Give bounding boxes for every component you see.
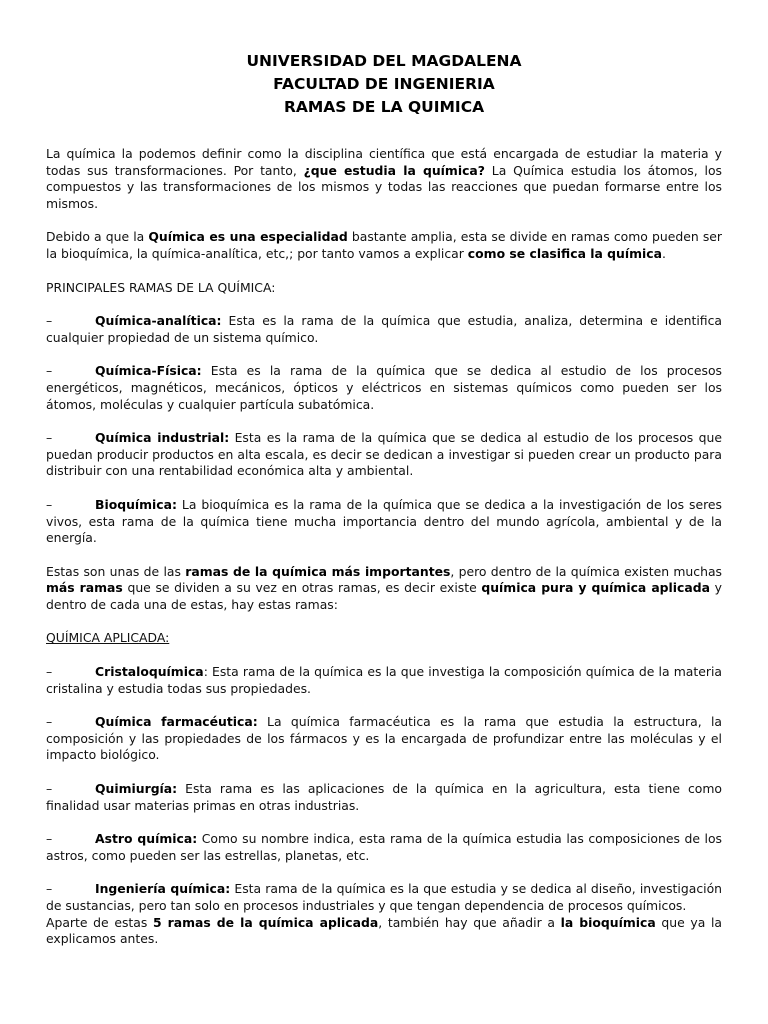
branch-description: Esta es la rama de la química que se dedica al estudio de los procesos energéticos, magnéticos, mecánicos, ópticos y eléctricos en sistemas químicos como pueden ser los átomos, moléculas y cualquier partícula subatómica. bbox=[46, 363, 722, 412]
branch-description: La bioquímica es la rama de la química que se dedica a la investigación de los seres vivos, esta rama de la química tiene mucha importancia dentro del mundo agrícola, ambiental y de la energía. bbox=[46, 496, 722, 546]
text: Estas son unas de las bbox=[46, 563, 186, 579]
document-body bbox=[46, 146, 722, 948]
bold-text: 5 ramas de la química aplicada bbox=[152, 914, 379, 930]
intro-paragraph-1 bbox=[46, 146, 722, 212]
text: Aparte de estas bbox=[46, 914, 153, 930]
branch-description: : Esta rama de la química es la que investiga la composición química de la materia cristalina y estudia todas sus propiedades. bbox=[46, 664, 722, 696]
branch-item-cristaloquimica bbox=[46, 664, 722, 697]
branch-term: Bioquímica: bbox=[95, 496, 177, 512]
transition-paragraph bbox=[46, 564, 722, 614]
branch-description: Como su nombre indica, esta rama de la química estudia las composiciones de los astros, como pueden ser las estrellas, planetas, etc. bbox=[46, 831, 722, 863]
branch-description: La química farmacéutica es la rama que estudia la estructura, la composición y las propiedades de los fármacos y es la encargada de profundizar entre las moléculas y el impacto biológico. bbox=[46, 714, 722, 763]
closing-paragraph bbox=[46, 915, 722, 948]
branch-term: Química-Física: bbox=[95, 363, 202, 379]
dash-bullet: – bbox=[46, 430, 53, 446]
bold-text: química pura y química aplicada bbox=[481, 580, 710, 596]
branch-term: Ingeniería química: bbox=[95, 881, 231, 897]
branch-item-ingenieria-quimica bbox=[46, 881, 722, 914]
branch-term: Química industrial: bbox=[95, 430, 230, 446]
branch-item-quimica-industrial bbox=[46, 430, 722, 480]
dash-bullet: – bbox=[46, 664, 53, 680]
faculty-title: FACULTAD DE INGENIERIA bbox=[273, 75, 495, 93]
branch-item-quimica-analitica bbox=[46, 313, 722, 346]
branch-item-quimiurgia bbox=[46, 781, 722, 814]
branch-description: Esta rama es las aplicaciones de la química en la agricultura, esta tiene como finalidad usar materias primas en otras industrias. bbox=[46, 781, 722, 813]
bold-text: ¿que estudia la química? bbox=[303, 162, 485, 178]
branch-term: Cristaloquímica bbox=[95, 664, 204, 680]
text: : bbox=[271, 279, 276, 295]
university-title: UNIVERSIDAD DEL MAGDALENA bbox=[246, 52, 522, 70]
text: Debido a que la bbox=[46, 229, 149, 245]
branch-item-astro-quimica bbox=[46, 831, 722, 864]
branch-description: Esta rama de la química es la que estudia y se dedica al diseño, investigación de sustancias, pero tan solo en procesos industriales y que tengan dependencia de procesos químicos. bbox=[46, 881, 723, 913]
text: La Química estudia los átomos, los compuestos y las transformaciones de los mismos y todas las reacciones que puedan formarse entre los mismos. bbox=[46, 162, 722, 211]
dash-bullet: – bbox=[46, 714, 53, 730]
bold-text: la bioquímica bbox=[560, 914, 656, 930]
aplicada-heading bbox=[46, 630, 722, 647]
text: y dentro de cada una de estas, hay estas ramas: bbox=[46, 580, 722, 612]
branch-item-quimica-fisica bbox=[46, 363, 722, 413]
text: , también hay que añadir a bbox=[378, 914, 561, 930]
branch-item-quimica-farmaceutica bbox=[46, 714, 722, 764]
bold-text: como se clasifica la química bbox=[467, 245, 662, 261]
section-heading: PRINCIPALES RAMAS DE LA QUÍMICA bbox=[46, 279, 272, 295]
text: que ya la explicamos antes. bbox=[46, 914, 722, 947]
bold-text: Química es una especialidad bbox=[148, 229, 348, 245]
branch-term: Química-analítica: bbox=[95, 313, 222, 329]
dash-bullet: – bbox=[46, 831, 53, 847]
text: bastante amplia, esta se divide en ramas como pueden ser la bioquímica, la química-analítica, etc,; por tanto vamos a explicar bbox=[46, 229, 722, 261]
text: que se dividen a su vez en otras ramas, es decir existe bbox=[122, 580, 482, 596]
text: . bbox=[662, 245, 666, 261]
section-heading: QUÍMICA APLICADA: bbox=[46, 630, 170, 646]
dash-bullet: – bbox=[46, 363, 53, 379]
branch-term: Química farmacéutica: bbox=[95, 714, 258, 730]
document-title: RAMAS DE LA QUIMICA bbox=[283, 98, 485, 116]
dash-bullet: – bbox=[46, 881, 53, 897]
branch-item-bioquimica bbox=[46, 497, 722, 547]
dash-bullet: – bbox=[46, 496, 53, 512]
branch-term: Astro química: bbox=[95, 831, 198, 847]
bold-text: ramas de la química más importantes bbox=[185, 563, 451, 579]
branch-term: Quimiurgía: bbox=[95, 781, 178, 797]
branch-description: Esta es la rama de la química que se dedica al estudio de los procesos que puedan producir productos en alta escala, es decir se dedican a investigar si pueden crear un producto para distribuir con una rentabilidad económica alta y ambiental. bbox=[46, 430, 722, 479]
text: , pero dentro de la química existen muchas bbox=[450, 563, 722, 579]
document-header bbox=[0, 50, 768, 119]
principales-heading bbox=[46, 280, 722, 297]
dash-bullet: – bbox=[46, 313, 53, 329]
intro-paragraph-2 bbox=[46, 229, 722, 262]
text: La química la podemos definir como la disciplina científica que está encargada de estudiar la materia y todas sus transformaciones. Por tanto, bbox=[46, 146, 722, 178]
dash-bullet: – bbox=[46, 781, 53, 797]
bold-text: más ramas bbox=[46, 580, 123, 596]
branch-description: Esta es la rama de la química que estudia, analiza, determina e identifica cualquier propiedad de un sistema químico. bbox=[46, 313, 722, 345]
